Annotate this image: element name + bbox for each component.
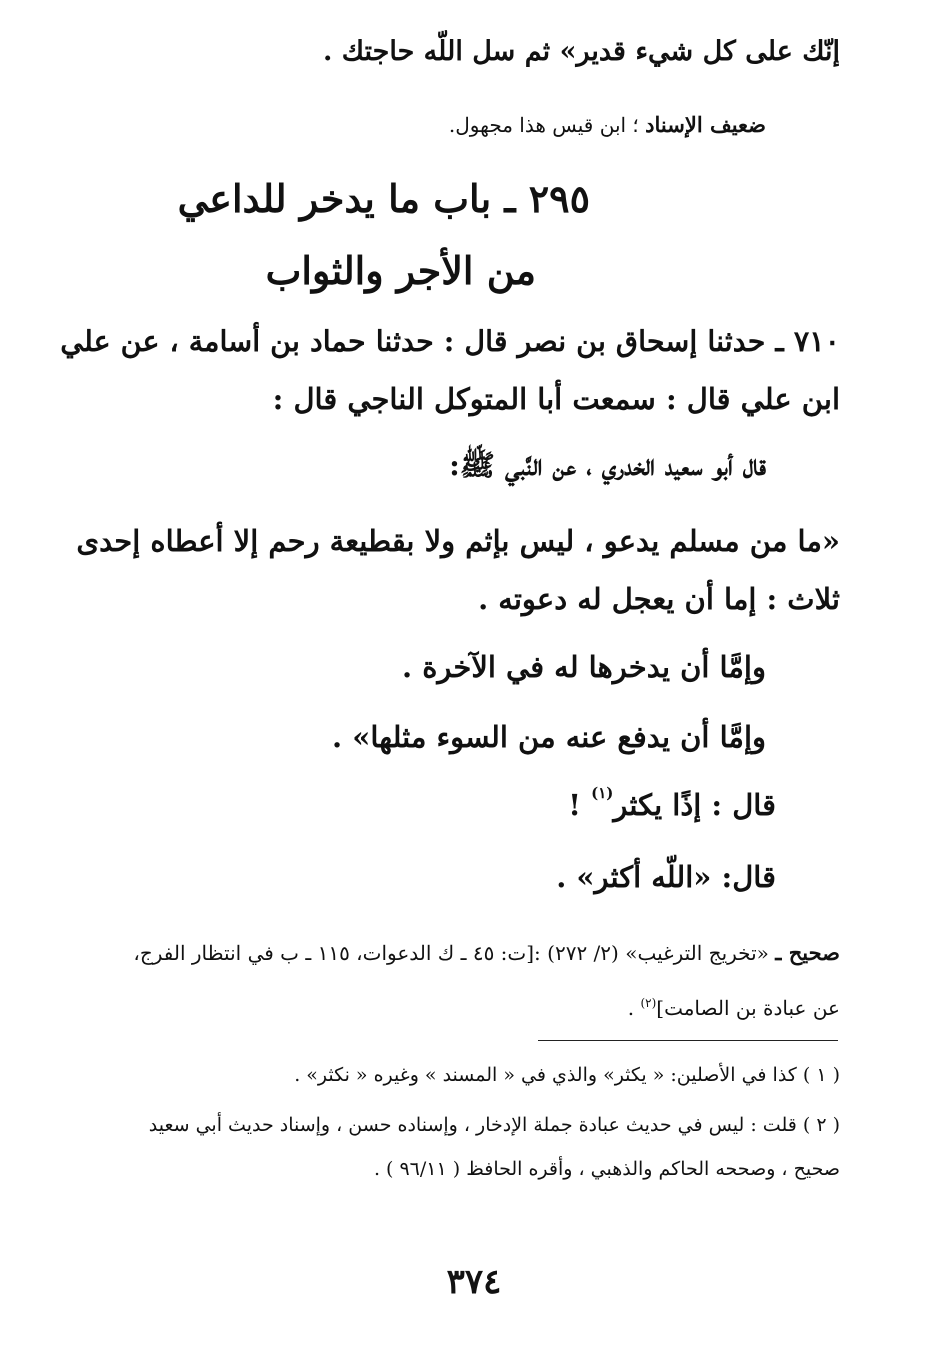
text-line-1: إنّك على كل شيء قدير» ثم سل اللّه حاجتك . xyxy=(322,36,840,67)
takhrij-text-2: عن عبادة بن الصامت] xyxy=(656,996,840,1020)
takhrij-end: . xyxy=(627,996,641,1020)
qala-end: ! xyxy=(568,788,592,822)
grade-label: ضعيف الإسناد xyxy=(645,112,766,137)
footnote-divider xyxy=(538,1040,838,1041)
page-number xyxy=(0,1262,948,1302)
matn-line-3: وإمَّا أن يدخرها له في الآخرة . xyxy=(402,650,766,684)
footnote-1: ( ١ ) كذا في الأصلين: « يكثر» والذي في « المسند » وغيره « نكثر» . xyxy=(294,1064,840,1086)
takhrij-grade: صحيح ـ xyxy=(775,940,840,965)
isnad-line-1: ٧١٠ ـ حدثنا إسحاق بن نصر قال : حدثنا حماد بن أسامة ، عن علي xyxy=(60,324,840,358)
footnote-ref-1: (١) xyxy=(591,784,614,802)
qala-line-2: قال: «اللّه أكثر» . xyxy=(556,860,776,894)
matn-line-1: «ما من مسلم يدعو ، ليس بإثم ولا بقطيعة رحم إلا أعطاه إحدى xyxy=(76,524,840,558)
page-number-text: ٣٧٤ xyxy=(446,1262,502,1302)
isnad-line-2: ابن علي قال : سمعت أبا المتوكل الناجي قال : xyxy=(272,382,840,416)
isnad-line-3: قال أبو سعيد الخدري ، عن النَّبي ﷺ: xyxy=(449,448,766,482)
qala-text: قال : إذًا يكثر xyxy=(613,788,776,822)
grade-note: ؛ ابن قيس هذا مجهول. xyxy=(448,113,639,137)
matn-line-2: ثلاث : إما أن يعجل له دعوته . xyxy=(478,582,840,616)
qala-line-1 xyxy=(568,784,776,822)
footnote-2-line-2: صحيح ، وصححه الحاكم والذهبي ، وأقره الحافظ ( ٩٦/١١ ) . xyxy=(373,1158,840,1180)
footnote-2-line-1: ( ٢ ) قلت : ليس في حديث عبادة جملة الإدخار ، وإسناده حسن ، وإسناد حديث أبي سعيد xyxy=(148,1114,840,1136)
takhrij-line-2 xyxy=(628,996,840,1020)
grade-line-1 xyxy=(449,112,766,137)
chapter-heading-line-1: ٢٩٥ ـ باب ما يدخر للداعي xyxy=(177,176,590,221)
footnote-ref-2: (٢) xyxy=(640,996,657,1010)
takhrij-text-1: «تخريج الترغيب» (٢/ ٢٧٢) :[ت: ٤٥ ـ ك الدعوات، ١١٥ ـ ب في انتظار الفرج، xyxy=(133,941,769,965)
takhrij-line-1 xyxy=(133,940,840,965)
matn-line-4: وإمَّا أن يدفع عنه من السوء مثلها» . xyxy=(332,720,766,754)
chapter-heading-line-2: من الأجر والثواب xyxy=(265,248,536,293)
